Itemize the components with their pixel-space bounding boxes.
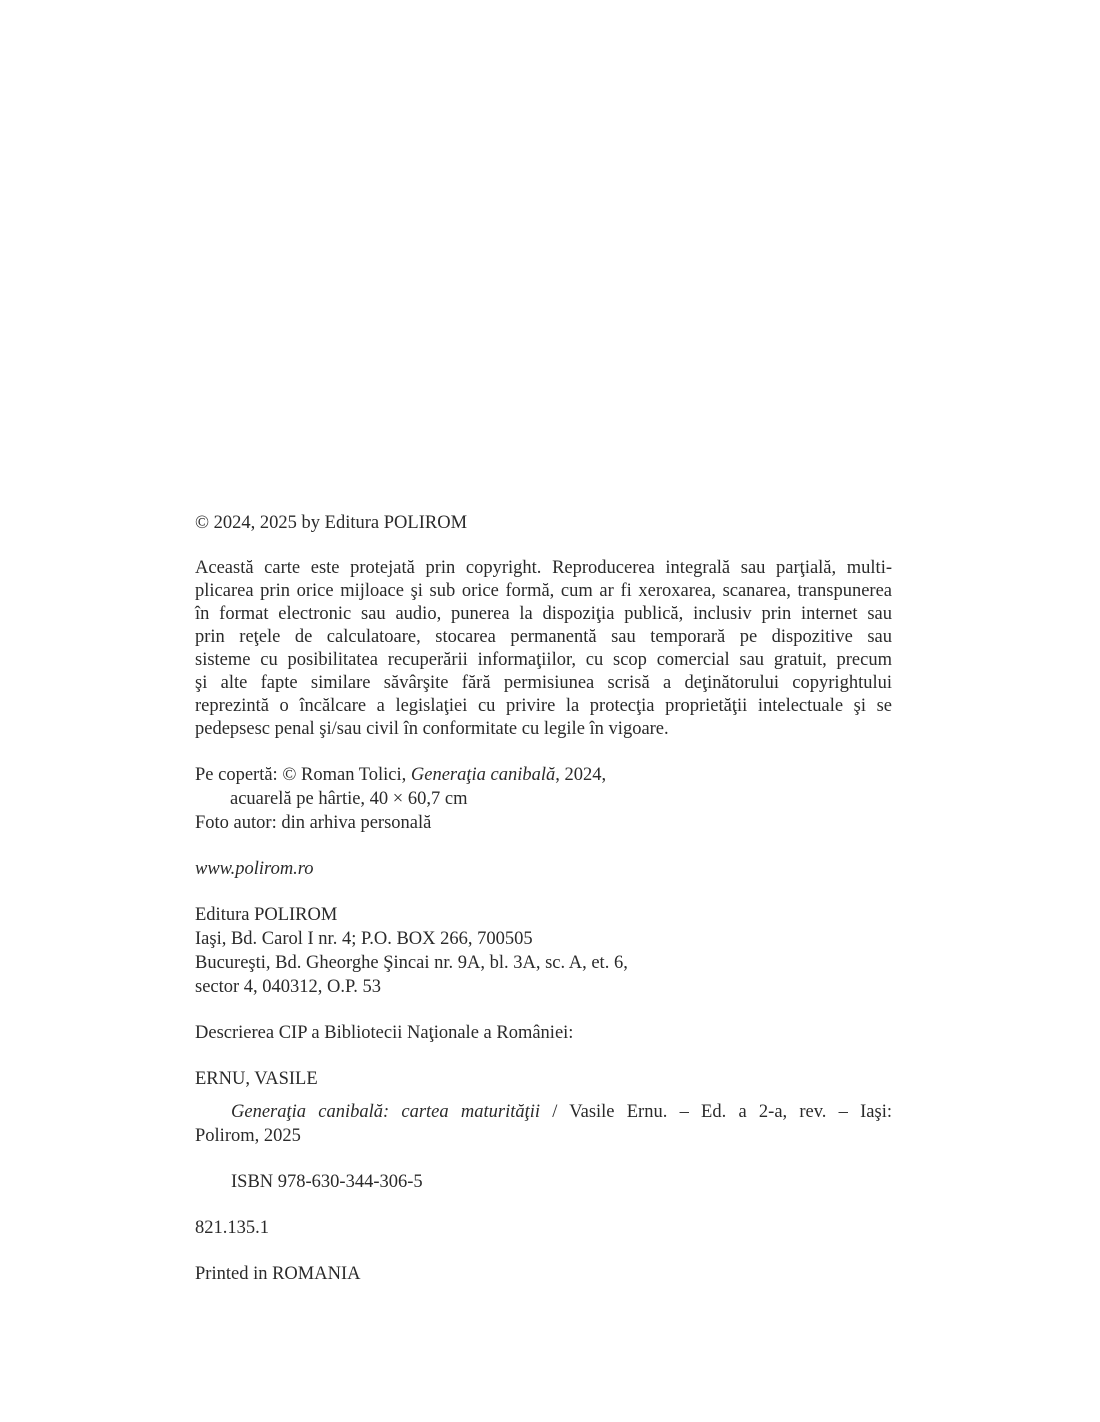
cip-book-title: Generaţia canibală: cartea maturităţii bbox=[231, 1102, 541, 1122]
notice-line: Această carte este protejată prin copyright. Reproducerea integrală sau parţială, multi- bbox=[195, 558, 892, 578]
copyright-line: © 2024, 2025 by Editura POLIROM bbox=[195, 513, 468, 533]
publisher-name: Editura POLIROM bbox=[195, 905, 338, 925]
cip-title-block bbox=[195, 1101, 892, 1148]
notice-line: reprezintă o încălcare a legislaţiei cu privire la protecţia proprietăţii intelectuale şi se bbox=[195, 696, 892, 716]
classification-code: 821.135.1 bbox=[195, 1218, 269, 1238]
notice-line: prin reţele de calculatoare, stocarea permanentă sau temporară pe dispozitive sau bbox=[195, 627, 892, 647]
cover-prefix: Pe copertă: © Roman Tolici, bbox=[195, 765, 411, 785]
cip-author: ERNU, VASILE bbox=[195, 1069, 318, 1089]
publisher-address-bucuresti-sector: sector 4, 040312, O.P. 53 bbox=[195, 977, 382, 997]
cover-medium: acuarelă pe hârtie, 40 × 60,7 cm bbox=[230, 789, 468, 809]
publisher-block bbox=[195, 903, 892, 999]
copyright-notice bbox=[195, 557, 892, 741]
printed-in: Printed in ROMANIA bbox=[195, 1264, 361, 1284]
author-photo-credit: Foto autor: din arhiva personală bbox=[195, 813, 432, 833]
cip-title-line bbox=[195, 1101, 892, 1124]
cip-edition-info: / Vasile Ernu. – Ed. a 2-a, rev. – Iaşi: bbox=[540, 1102, 892, 1122]
notice-line: sisteme cu posibilitatea recuperării informaţiilor, cu scop comercial sau gratuit, precum bbox=[195, 650, 892, 670]
notice-line: în format electronic sau audio, punerea la dispoziţia publică, inclusiv prin internet sau bbox=[195, 604, 892, 624]
notice-line: şi alte fapte similare săvârşite fără permisiunea scrisă a deţinătorului copyrightului bbox=[195, 673, 892, 693]
cip-heading: Descrierea CIP a Bibliotecii Naţionale a României: bbox=[195, 1023, 574, 1043]
isbn: ISBN 978-630-344-306-5 bbox=[231, 1172, 423, 1192]
cip-publisher-year: Polirom, 2025 bbox=[195, 1126, 301, 1146]
cover-credit-line bbox=[195, 763, 892, 787]
cover-credits bbox=[195, 763, 892, 835]
publisher-address-iasi: Iaşi, Bd. Carol I nr. 4; P.O. BOX 266, 700505 bbox=[195, 929, 533, 949]
copyright-page bbox=[195, 511, 892, 1286]
notice-line: plicarea prin orice mijloace şi sub orice formă, cum ar fi xeroxarea, scanarea, transpunerea bbox=[195, 581, 892, 601]
cover-artwork-title: Generaţia canibală bbox=[410, 765, 556, 785]
notice-line: pedepsesc penal şi/sau civil în conformitate cu legile în vigoare. bbox=[195, 719, 669, 739]
publisher-address-bucuresti: Bucureşti, Bd. Gheorghe Şincai nr. 9A, bl. 3A, sc. A, et. 6, bbox=[195, 953, 628, 973]
publisher-website: www.polirom.ro bbox=[195, 859, 314, 879]
cover-suffix: , 2024, bbox=[555, 765, 607, 785]
